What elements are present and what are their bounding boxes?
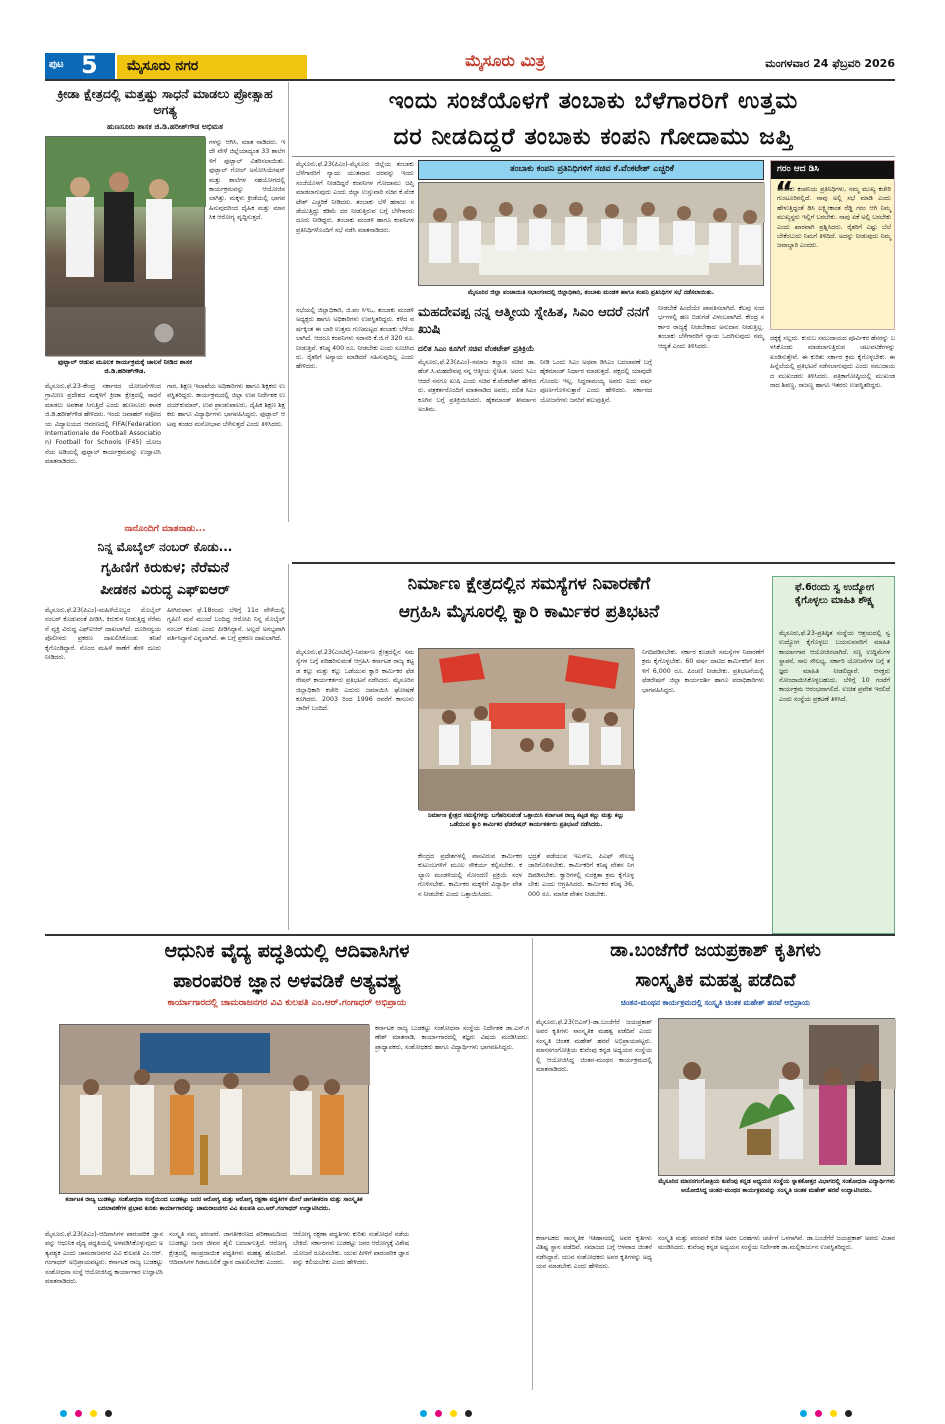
tribal-subheadline: ಕಾರ್ಯಾಗಾರದಲ್ಲಿ ಚಾಮರಾಜನಗರ ವಿವಿ ಕುಲಪತಿ ಎಂ.ಆರ್.ಗಂಗಾಧರ್ ಅಭಿಪ್ರಾಯ: [167, 998, 407, 1008]
sports-subheadline: ಹುಣಸೂರು ಶಾಸಕ ಜಿ.ಡಿ.ಹರೀಶ್‌ಗೌಡ ಅಭಿಮತ: [106, 122, 223, 131]
workshop-scene-image: [60, 1025, 370, 1195]
divider-mid-1: [292, 562, 895, 564]
banjagere-body-a: ಮೈಸೂರು,ಫೆ.23(ಬಿಎಸ್)-ಡಾ.ಬಂಜೆಗೆರೆ ಜಯಪ್ರಕಾಶ್ ಅವರ ಕೃತಿಗಳು ಸಾಂಸ್ಕೃತಿಕ ಮಹತ್ವ ಪಡೆದಿವೆ ಎಂದು ಸಂಸ್ಕೃತಿ ಚಿಂತಕ ಮಹೇಶ್ ಹರವೆ ಅಭಿಪ್ರಾಯಪಟ್ಟರು. ಮಾನಸಗಂಗೋತ್ರಿಯ ಕುವೆಂಪು ಕನ್ನಡ ಅಧ್ಯಯನ ಸಂಸ್ಥೆಯಲ್ಲಿ ಆಯೋಜಿಸಿದ್ದ ಚಿಂತನ-ಮಂಥನ ಕಾರ್ಯಕ್ರಮದಲ್ಲಿ ಮಾತನಾಡಿದರು.: [536, 1019, 655, 1074]
banjagere-body-b: ಕರ್ನಾಟಕದ ಸಾಂಸ್ಕೃತಿಕ ಇತಿಹಾಸದಲ್ಲಿ ಅವರ ಕೃತಿಗಳು ವಿಶಿಷ್ಟ ಸ್ಥಾನ ಪಡೆದಿವೆ. ಸಮಾಜದ ಬಗ್ಗೆ ಆಳವಾದ ಚಿಂತನೆ ನಡೆಸಿದ್ದಾರೆ. ಯುವ ಸಂಶೋಧಕರು ಅವರ ಕೃತಿಗಳನ್ನು ಅಧ್ಯಯನ ಮಾಡಬೇಕು ಎಂದು ಹೇಳಿದರು.: [536, 1235, 655, 1271]
tribal-headline-1: ಆಧುನಿಕ ವೈದ್ಯ ಪದ್ಧತಿಯಲ್ಲಿ ಆದಿವಾಸಿಗಳ: [164, 940, 410, 962]
quarry-body-c: ಭದ್ರತೆ ಪಡೆಯುವ ಇಎಸ್‌ಐ, ಪಿಎಫ್ ಸೌಲಭ್ಯ ಜಾರಿಗೊಳಿಸಬೇಕು. ಕಾರ್ಮಿಕರಿಗೆ ಕನಿಷ್ಠ ವೇತನ ನಿಗದಿಪಡಿಸಬೇಕು. ಕ್ವಾರಿಗಳಲ್ಲಿ ಸುರಕ್ಷತಾ ಕ್ರಮ ಕೈಗೊಳ್ಳಬೇಕು ಎಂದು ಆಗ್ರಹಿಸಿದರು. ಕಾರ್ಮಿಕರ ಕನಿಷ್ಠ 36,000 ರೂ. ಮಾಸಿಕ ವೇತನ ನೀಡಬೇಕು.: [528, 853, 637, 898]
self-employment-headline: ಫೆ.6ರಂದು ಸ್ವ ಉದ್ಯೋಗ ಕೈಗೊಳ್ಳಲು ಮಾಹಿತಿ ಶೌಕ್ಷ್ಯ: [794, 582, 874, 606]
mobile-headline-1: ನಿನ್ನ ಮೊಬೈಲ್ ನಂಬರ್ ಕೊಡು...: [97, 540, 233, 554]
banjagere-headline-2: ಸಾಂಸ್ಕೃತಿಕ ಮಹತ್ವ ಪಡೆದಿವೆ: [635, 970, 796, 991]
issue-date: ಮಂಗಳವಾರ 24 ಫೆಬ್ರವರಿ 2026: [765, 57, 895, 70]
quarry-photo-caption: ನಿರ್ಮಾಣ ಕ್ಷೇತ್ರದ ಸಮಸ್ಯೆಗಳನ್ನು ಬಗೆಹರಿಸುವಂತೆ ಒತ್ತಾಯಿಸಿ ಕರ್ನಾಟಕ ರಾಜ್ಯ ಕಟ್ಟಡ ಕಲ್ಲು ಮತ್ತು ಕಲ್ಲು ಒಡೆಯುವ ಕ್ವಾರಿ ಕಾರ್ಮಿಕರ ಫೆಡರೇಷನ್ ಕಾರ್ಯಕರ್ತರು ಪ್ರತಿಭಟನೆ ನಡೆಸಿದರು.: [427, 812, 625, 828]
header-rule: [45, 79, 895, 81]
tobacco-headline-1: ಇಂದು ಸಂಜೆಯೊಳಗೆ ತಂಬಾಕು ಬೆಳೆಗಾರರಿಗೆ ಉತ್ತಮ: [388, 88, 799, 114]
tribal-article: [45, 938, 532, 1390]
mobile-body-b: ಹೀಗಿರುವಾಗ ಫೆ.18ರಂದು ಬೆಳಿಗ್ಗೆ 11ರ ವೇಳೆಯಲ್ಲಿ ಗೃಹಿಣಿ ಮನೆ ಮುಂದೆ ಬಂದಿದ್ದ ಆರೋಪಿ ನಿನ್ನ ಮೊಬೈಲ್ ನಂಬರ್ ಕೊಡು ಎಂದು ಪೀಡಿಸಿದ್ದಾನೆ. ಅಲ್ಲದೆ ಅಸಭ್ಯವಾಗಿ ವರ್ತಿಸಿದ್ದಾನೆ ಎನ್ನಲಾಗಿದೆ. ಈ ಬಗ್ಗೆ ಪ್ರಕರಣ ದಾಖಲಾಗಿದೆ.: [167, 607, 288, 643]
tribal-body-a: ಮೈಸೂರು,ಫೆ.23(ಪಿಎಂ)-ಆದಿವಾಸಿಗಳ ಪಾರಂಪರಿಕ ಜ್ಞಾನವನ್ನು ಆಧುನಿಕ ವೈದ್ಯ ಪದ್ಧತಿಯಲ್ಲಿ ಅಳವಡಿಸಿಕೊಳ್ಳುವುದು ಅತ್ಯವಶ್ಯಕ ಎಂದು ಚಾಮರಾಜನಗರ ವಿವಿ ಕುಲಪತಿ ಎಂ.ಆರ್.ಗಂಗಾಧರ್ ಅಭಿಪ್ರಾಯಪಟ್ಟರು. ಕರ್ನಾಟಕ ರಾಜ್ಯ ಬುಡಕಟ್ಟು ಸಂಶೋಧನಾ ಸಂಸ್ಥೆ ಆಯೋಜಿಸಿದ್ದ ಕಾರ್ಯಾಗಾರ ಉದ್ಘಾಟಿಸಿ ಮಾತನಾಡಿದರು.: [45, 1231, 166, 1286]
quote-icon: “: [775, 175, 794, 208]
protest-scene-image: [419, 649, 635, 811]
banjagere-headline-1: ಡಾ.ಬಂಜೆಗೆರೆ ಜಯಪ್ರಕಾಶ್ ಕೃತಿಗಳು: [610, 940, 821, 961]
page-label-box: [45, 53, 115, 79]
quarry-body-d: ನಿಗದಿಪಡಿಸಬೇಕು. ಸರ್ಕಾರ ಕೂಡಲೇ ಸಮಸ್ಯೆಗಳ ನಿವಾರಣೆಗೆ ಕ್ರಮ ಕೈಗೊಳ್ಳಬೇಕು. 60 ವರ್ಷ ದಾಟಿದ ಕಾರ್ಮಿಕರಿಗೆ ತಿಂಗಳಿಗೆ 6,000 ರೂ. ಪಿಂಚಣಿ ನೀಡಬೇಕು. ಪ್ರತಿಭಟನೆಯಲ್ಲಿ ಫೆಡರೇಷನ್ ಜಿಲ್ಲಾ ಕಾರ್ಯದರ್ಶಿ ಹಾಗೂ ಪದಾಧಿಕಾರಿಗಳು ಭಾಗವಹಿಸಿದ್ದರು.: [642, 649, 767, 694]
sports-body-b: ಗಾರ, ಶಿಕ್ಷಣ ಇಲಾಖೆಯ ಅಧಿಕಾರಿಗಳು ಹಾಗೂ ಶಿಕ್ಷಕರು ಉಪಸ್ಥಿತರಿದ್ದರು. ಕಾರ್ಯಕ್ರಮದಲ್ಲಿ ಜಿಲ್ಲಾ ಉಪ ನಿರ್ದೇಶಕ ಉದಯ್‌ಕುಮಾರ್, ಉಪ ಪ್ರಾಂಶುಪಾಲರು, ದೈಹಿಕ ಶಿಕ್ಷಣ ಶಿಕ್ಷಕರು ಹಾಗೂ ವಿದ್ಯಾರ್ಥಿಗಳು ಭಾಗವಹಿಸಿದ್ದರು. ಫುಟ್ಬಾಲ್ ಆಟವು ತಂಡದ ಮನೋಭಾವ ಬೆಳೆಸುತ್ತದೆ ಎಂದು ತಿಳಿಸಿದರು.: [167, 383, 285, 428]
sports-photo: [45, 136, 205, 356]
divider-tribal: [532, 938, 533, 1390]
registration-dots-center: [416, 1402, 476, 1421]
registration-dots-right: [796, 1402, 856, 1421]
divider-bottom: [45, 934, 895, 936]
quarry-headline-1: ನಿರ್ಮಾಣ ಕ್ಷೇತ್ರದಲ್ಲಿನ ಸಮಸ್ಯೆಗಳ ನಿವಾರಣೆಗೆ: [407, 574, 651, 594]
dc-sidebar-text: ತಂಬಾಕು ಕಂಪನಿಯ ಪ್ರತಿನಿಧಿಗಳು, ನಮ್ಮ ಮುಖ್ಯ ಕಚೇರಿ ಗುಂಟೂರಿನಲ್ಲಿದೆ. ನಾವು ಅಲ್ಲಿ ಸಭೆ ಮಾಡಿ ಎಂದು ಹೇಳುತ್ತಿದ್ದಂತೆ ಡಿಸಿ ಲಕ್ಷ್ಮೀಕಾಂತ ರೆಡ್ಡಿ ಗರಂ ಆಗಿ ನಿಮ್ಮ ಮುಖ್ಯಸ್ಥರು ಇಲ್ಲಿಗೆ ಬರಬೇಕು. ನಾವು ಏಕೆ ಅಲ್ಲಿ ಬರಬೇಕು ಎಂದು ಖಾರವಾಗಿ ಪ್ರಶ್ನಿಸಿದರು. ರೈತರಿಗೆ ಎಷ್ಟು ಬೆಲೆ ಬೇಕೆಂಬುದು ನಿಮಗೆ ತಿಳಿದಿದೆ. ಅದನ್ನು ನೀಡುವುದು ನಿಮ್ಮ ಜವಾಬ್ದಾರಿ ಎಂದರು.: [777, 186, 894, 250]
meeting-scene-image: [419, 183, 765, 287]
tobacco-body-right: ದಕ್ಕಕ್ಕೆ ಸಲ್ಲದು. ಕುರುಬ ಸಮುದಾಯದ ಪೂರ್ವಿಕರ ಹೆಸರನ್ನು ಬಳಸಿಕೊಂಡು ಮಾಡಲಾಗುತ್ತಿರುವ ಚಟುವಟಿಕೆಗಳನ್ನು ಖಂಡಿಸುತ್ತೇವೆ. ಈ ಕುರಿತು ಸರ್ಕಾರ ಕ್ರಮ ಕೈಗೊಳ್ಳಬೇಕು. ಈ ಹಿನ್ನೆಲೆಯಲ್ಲಿ ಪ್ರತಿಭಟನೆ ನಡೆಸಲಾಗುವುದು ಎಂದು ಸಮುದಾಯದ ಮುಖಂಡರು ತಿಳಿಸಿದರು. ಪತ್ರಿಕಾಗೋಷ್ಠಿಯಲ್ಲಿ ಮುಖಂಡರಾದ ಶಿವಣ್ಣ, ರಾಜಣ್ಣ ಹಾಗೂ ಇತರರು ಉಪಸ್ಥಿತರಿದ್ದರು.: [770, 335, 898, 390]
banjagere-photo-caption: ಮೈಸೂರಿನ ಮಾನಸಗಂಗೋತ್ರಿಯ ಕುವೆಂಪು ಕನ್ನಡ ಅಧ್ಯಯನ ಸಂಸ್ಥೆಯ ಸ್ನಾತಕೋತ್ತರ ವಿಭಾಗದಲ್ಲಿ ಸಂಶೋಧನಾ ವಿದ್ಯಾರ್ಥಿಗಳು ಆಯೋಜಿಸಿದ್ದ ಚಿಂತನ-ಮಂಥನ ಕಾರ್ಯಕ್ರಮವನ್ನು ಸಂಸ್ಕೃತಿ ಚಿಂತಕ ಮಹೇಶ್ ಹರವೆ ಉದ್ಘಾಟಿಸಿದರು.: [658, 1178, 895, 1194]
page-number: 5: [81, 51, 98, 79]
tribal-photo-caption: ಕರ್ನಾಟಕ ರಾಜ್ಯ ಬುಡಕಟ್ಟು ಸಂಶೋಧನಾ ಸಂಸ್ಥೆಯಿಂದ ಬುಡಕಟ್ಟು ಜನರ ಆರೋಗ್ಯ ಮತ್ತು ಆರೋಗ್ಯ ರಕ್ಷಣಾ ಪದ್ಧತಿಗಳ ಮೇಲೆ ಜಾಗತೀಕರಣ ಮತ್ತು ಸಾಂಸ್ಕೃತಿಕ ಬದಲಾವಣೆಗಳ ಪ್ರಭಾವ ಕುರಿತು ಕಾರ್ಯಾಗಾರವನ್ನು ಚಾಮರಾಜನಗರ ವಿವಿ ಕುಲಪತಿ ಎಂ.ಆರ್.ಗಂಗಾಧರ್ ಉದ್ಘಾಟಿಸಿದರು.: [65, 1196, 363, 1212]
quarry-body-b: ಕೇಂದ್ರದ ಪ್ರದೇಶಗಳಲ್ಲಿ ವಾಸವಿರುವ ಕಾರ್ಮಿಕರ ಕುಟುಂಬಗಳಿಗೆ ಮೂಲ ಸೌಕರ್ಯ ಕಲ್ಪಿಸಬೇಕು. ಕಲ್ಯಾಣ ಮಂಡಳಿಯಲ್ಲಿ ನೋಂದಣಿ ಪ್ರಕ್ರಿಯೆ ಸರಳಗೊಳಿಸಬೇಕು. ಕಾರ್ಮಿಕರ ಮಕ್ಕಳಿಗೆ ವಿದ್ಯಾರ್ಥಿ ವೇತನ ನೀಡಬೇಕು ಎಂದು ಒತ್ತಾಯಿಸಿದರು.: [418, 853, 525, 898]
mahadevappa-body-a: ಮೈಸೂರು,ಫೆ.23(ಪಿಎಂ)-ಸಮಾಜ ಕಲ್ಯಾಣ ಸಚಿವ ಡಾ.ಹೆಚ್.ಸಿ.ಮಹದೇವಪ್ಪ ನನ್ನ ಆತ್ಮೀಯ ಸ್ನೇಹಿತ. ಅವರು ಸಿಎಂ ಆದರೆ ನನಗೂ ಖುಷಿ ಎಂದು ಸಚಿವ ಕೆ.ವೆಂಕಟೇಶ್ ಹೇಳಿದರು. ಪತ್ರಕರ್ತರೊಂದಿಗೆ ಮಾತನಾಡಿದ ಅವರು, ದಲಿತ ಸಿಎಂ ಕೂಗಿನ ಬಗ್ಗೆ ಪ್ರತಿಕ್ರಿಯಿಸಿದರು. ಹೈಕಮಾಂಡ್ ತೀರ್ಮಾನ ಅಂತಿಮ.: [418, 359, 539, 414]
quarry-protest-photo: [418, 648, 634, 810]
tobacco-body-left: ಮೈಸೂರು,ಫೆ.23(ಪಿಎಂ)-ಮೈಸೂರು ಜಿಲ್ಲೆಯ ತಂಬಾಕು ಬೆಳೆಗಾರರಿಗೆ ನ್ಯಾಯ ಯುತವಾದ ದರವನ್ನು ಇಂದು ಸಂಜೆಯೊಳಗೆ ನೀಡದಿದ್ದರೆ ಕಂಪನಿಗಳ ಗೋದಾಮು ಜಪ್ತಿ ಮಾಡಲಾಗುವುದು ಎಂದು ಜಿಲ್ಲಾ ಉಸ್ತುವಾರಿ ಸಚಿವ ಕೆ.ವೆಂಕಟೇಶ್ ಎಚ್ಚರಿಕೆ ನೀಡಿದರು. ತಂಬಾಕು ಬೆಳೆ ಹರಾಜು ನಡೆಯುತ್ತಿದ್ದು ಕಡಿಮೆ ದರ ನೀಡುತ್ತಿರುವ ಬಗ್ಗೆ ಬೆಳೆಗಾರರು ದೂರು ನೀಡಿದ್ದರು. ತಂಬಾಕು ಮಂಡಳಿ ಹಾಗೂ ಕಂಪನಿಗಳ ಪ್ರತಿನಿಧಿಗಳೊಂದಿಗೆ ಸಭೆ ನಡೆಸಿ ಮಾತನಾಡಿದರು.: [296, 161, 417, 234]
tribal-body-c: ಆರೋಗ್ಯ ರಕ್ಷಣಾ ಪದ್ಧತಿಗಳು ಕುರಿತು ಸಂಶೋಧನೆ ನಡೆಯಬೇಕಿದೆ. ಸರ್ಕಾರಗಳು ಬುಡಕಟ್ಟು ಜನರ ಆರೋಗ್ಯಕ್ಕೆ ವಿಶೇಷ ಯೋಜನೆ ರೂಪಿಸಬೇಕು. ಯುವ ಪೀಳಿಗೆ ಪಾರಂಪರಿಕ ಜ್ಞಾನವನ್ನು ಕಲಿಯಬೇಕು ಎಂದು ಹೇಳಿದರು.: [293, 1231, 412, 1267]
registration-dots-left: [56, 1402, 116, 1421]
mahadevappa-body-c: ನೀಡಬೇಕೆ ಹಿಂದೆಯೇ ಪಾವತಿಸಲಾಗಿದೆ. ಕೆಲವು ಸಂದರ್ಭಗಳಲ್ಲಿ ಹಣ ಬಿಡುಗಡೆ ವಿಳಂಬವಾಗಿದೆ. ಕೇಂದ್ರ ಸರ್ಕಾರ ರಾಜ್ಯಕ್ಕೆ ನೀಡಬೇಕಾದ ಅನುದಾನ ನೀಡುತ್ತಿಲ್ಲ. ತಂಬಾಕು ಬೆಳೆಗಾರರಿಗೆ ನ್ಯಾಯ ಒದಗಿಸುವುದು ನಮ್ಮ ಆದ್ಯತೆ ಎಂದು ತಿಳಿಸಿದರು.: [658, 305, 767, 350]
tobacco-headline-2: ದರ ನೀಡದಿದ್ದರೆ ತಂಬಾಕು ಕಂಪನಿ ಗೋದಾಮು ಜಪ್ತಿ: [393, 124, 794, 150]
sports-body-right: ಗಳನ್ನು ಆಗಿಸಿ, ಮಾತ ನಾಡಿದರು. ಇದೇ ವೇಳೆ ಜಿಲ್ಲೆಯಾದ್ಯಂತ 33 ಶಾಲೆಗಳಿಗೆ ಫುಟ್ಬಾಲ್ ವಿತರಿಸಲಾಯಿತು. ಫುಟ್ಬಾಲ್ ಗೋಲ್ ಅಸೋಸಿಯೇಷನ್ ಮತ್ತು ಶಾಲೆಗಳ ಸಹಯೋಗದಲ್ಲಿ ಕಾರ್ಯಕ್ರಮವನ್ನು ಆಯೋಜಿಸಲಾಗಿತ್ತು. ಮಕ್ಕಳು ಕ್ರೀಡೆಯಲ್ಲಿ ಭಾಗವಹಿಸುವುದರಿಂದ ದೈಹಿಕ ಮತ್ತು ಮಾನಸಿಕ ಆರೋಗ್ಯ ವೃದ್ಧಿಸುತ್ತದೆ.: [209, 139, 288, 222]
tribal-body-d: ಕರ್ನಾಟಕ ರಾಜ್ಯ ಬುಡಕಟ್ಟು ಸಂಶೋಧನಾ ಸಂಸ್ಥೆಯ ನಿರ್ದೇಶಕ ಡಾ.ಎಸ್.ಗಣೇಶ್ ಮಾತನಾಡಿ, ಕಾರ್ಯಾಗಾರದಲ್ಲಿ ತಜ್ಞರು ವಿಷಯ ಮಂಡಿಸಿದರು. ಪ್ರಾಧ್ಯಾಪಕರು, ಸಂಶೋಧಕರು ಹಾಗೂ ವಿದ್ಯಾರ್ಥಿಗಳು ಭಾಗವಹಿಸಿದ್ದರು.: [375, 1025, 532, 1051]
self-employment-body: ಮೈಸೂರು,ಫೆ.23-ಪ್ರತಿಷ್ಠಿತ ಸಂಸ್ಥೆಯ ಆಶ್ರಯದಲ್ಲಿ ಸ್ವ ಉದ್ಯೋಗ ಕೈಗೊಳ್ಳಲು ಬಯಸುವವರಿಗೆ ಮಾಹಿತಿ ಕಾರ್ಯಾಗಾರ ಆಯೋಜಿಸಲಾಗಿದೆ. ಸಣ್ಣ ಉದ್ದಿಮೆಗಳ ಸ್ಥಾಪನೆ, ಸಾಲ ಸೌಲಭ್ಯ, ಸರ್ಕಾರಿ ಯೋಜನೆಗಳ ಬಗ್ಗೆ ತಜ್ಞರು ಮಾಹಿತಿ ನೀಡಲಿದ್ದಾರೆ. ಆಸಕ್ತರು ನೋಂದಾಯಿಸಿಕೊಳ್ಳಬಹುದು. ಬೆಳಿಗ್ಗೆ 10 ಗಂಟೆಗೆ ಕಾರ್ಯಕ್ರಮ ಆರಂಭವಾಗಲಿದೆ. ಉಚಿತ ಪ್ರವೇಶ ಇರಲಿದೆ ಎಂದು ಸಂಸ್ಥೆಯ ಪ್ರಕಟಣೆ ತಿಳಿಸಿದೆ.: [779, 630, 893, 703]
mahadevappa-article: [418, 304, 767, 554]
mobile-kicker: ನಾನೊಂದಿಗೆ ಮಾತನಾಡು...: [124, 524, 206, 534]
section-name: ಮೈಸೂರು ನಗರ: [117, 55, 307, 79]
mobile-fir-article: [45, 524, 288, 934]
tobacco-headline-block: [292, 82, 895, 156]
self-employment-box: [772, 576, 895, 934]
tribal-body-b: ಸಂಸ್ಕೃತಿ ನಮ್ಮ ಪರಂಪರೆ. ಜಾಗತೀಕರಣದ ಪರಿಣಾಮದಿಂದ ಬುಡಕಟ್ಟು ಜನರ ಜೀವನ ಶೈಲಿ ಬದಲಾಗುತ್ತಿದೆ. ಆರೋಗ್ಯ ಕ್ಷೇತ್ರದಲ್ಲಿ ಸಾಂಪ್ರದಾಯಿಕ ಪದ್ಧತಿಗಳು ಮಹತ್ವ ಹೊಂದಿವೆ. ಆದಿವಾಸಿಗಳ ಗಿಡಮೂಲಿಕೆ ಜ್ಞಾನ ದಾಖಲಿಸಬೇಕು ಎಂದರು.: [169, 1231, 290, 1267]
tobacco-rule: [292, 156, 895, 157]
football-scene-image: [46, 137, 206, 357]
banjagere-subheadline: ಚಿಂತನ-ಮಂಥನ ಕಾರ್ಯಕ್ರಮದಲ್ಲಿ ಸಂಸ್ಕೃತಿ ಚಿಂತಕ ಮಹೇಶ್ ಹರವೆ ಅಭಿಪ್ರಾಯ: [620, 998, 811, 1007]
page-header: [45, 51, 895, 79]
tobacco-photo-caption: ಮೈಸೂರಿನ ಜಿಲ್ಲಾ ಪಂಚಾಯಿತಿ ಸಭಾಂಗಣದಲ್ಲಿ ಜಿಲ್ಲಾಧಿಕಾರಿ, ತಂಬಾಕು ಮಂಡಳಿ ಹಾಗೂ ಕಂಪನಿ ಪ್ರತಿನಿಧಿಗಳ ಸಭೆ ನಡೆಸಲಾಯಿತು.: [468, 289, 714, 296]
color-registration-marks: [56, 1402, 886, 1412]
divider-sports: [288, 82, 289, 522]
masthead: ಮೈಸೂರು ಮಿತ್ರ: [465, 51, 545, 70]
page-label: ಪುಟ: [49, 59, 64, 70]
quarry-body-a: ಮೈಸೂರು,ಫೆ.23(ಎಂಟಿವೈ)-ನಿರ್ಮಾಣ ಕ್ಷೇತ್ರದಲ್ಲಿನ ಸಮಸ್ಯೆಗಳ ಬಗ್ಗೆ ಪರಿಹರಿಸುವಂತೆ ಆಗ್ರಹಿಸಿ ಕರ್ನಾಟಕ ರಾಜ್ಯ ಕಟ್ಟಡ ಕಲ್ಲು ಮತ್ತು ಕಲ್ಲು ಒಡೆಯುವ ಕ್ವಾರಿ ಕಾರ್ಮಿಕರ ಫೆಡರೇಷನ್ ಕಾರ್ಯಕರ್ತರು ಪ್ರತಿಭಟನೆ ನಡೆಸಿದರು. ಮೈಸೂರಿನ ಜಿಲ್ಲಾಧಿಕಾರಿ ಕಚೇರಿ ಎದುರು ಜಮಾಯಿಸಿ ಘೋಷಣೆ ಕೂಗಿದರು. 2003 ರಿಂದ 1996 ರವರೆಗೆ ಕಾನೂನು ಜಾರಿಗೆ ಬಂದಿದೆ.: [296, 649, 417, 713]
dc-sidebar: [770, 160, 895, 330]
mobile-body-a: ಮೈಸೂರು,ಫೆ.23(ಪಿಎಂ)-ಮಹಿಳೆಯೊಬ್ಬರ ಮೊಬೈಲ್ ನಂಬರ್ ಕೊಡುವಂತೆ ಪೀಡಿಸಿ, ಕಿರುಕುಳ ನೀಡುತ್ತಿದ್ದ ನೆರೆಮನೆ ವ್ಯಕ್ತಿ ವಿರುದ್ಧ ಎಫ್‌ಐಆರ್ ದಾಖಲಾಗಿದೆ. ದೂರಿನನ್ವಯ ಪೊಲೀಸರು ಪ್ರಕರಣ ದಾಖಲಿಸಿಕೊಂಡು ತನಿಖೆ ಕೈಗೊಂಡಿದ್ದಾರೆ. ನೊಂದ ಮಹಿಳೆ ಠಾಣೆಗೆ ತೆರಳಿ ದೂರು ನೀಡಿದರು.: [45, 607, 164, 662]
mobile-headline-3: ಪೀಡಕನ ವಿರುದ್ಧ ಎಫ್‌ಐಆರ್: [100, 582, 230, 598]
divider-mobile: [288, 564, 289, 930]
sports-body-a: ಮೈಸೂರು,ಫೆ.23-ಕೇಂದ್ರ ಸರ್ಕಾರದ ಯೋಜನೆಗಳಿಂದ ಗ್ರಾಮೀಣ ಪ್ರದೇಶದ ಮಕ್ಕಳಿಗೆ ಕ್ರೀಡಾ ಕ್ಷೇತ್ರದಲ್ಲಿ ಸಾಧನೆ ಮಾಡಲು ಅವಕಾಶ ಸಿಗುತ್ತಿದೆ ಎಂದು ಹುಣಸೂರು ಶಾಸಕ ಜಿ.ಡಿ.ಹರೀಶ್‌ಗೌಡ ಹೇಳಿದರು. ಇಂದು ಜವಾಹರ್ ನವೋದಯ ವಿದ್ಯಾಲಯದ ಆವರಣದಲ್ಲಿ FIFA(Federation Internationale de Football Association) Football for Schools (F45) ಯೋಜನೆಯ ಅಡಿಯಲ್ಲಿ ಫುಟ್ಬಾಲ್ ಕಾರ್ಯಕ್ರಮವನ್ನು ಉದ್ಘಾಟಿಸಿ ಮಾತನಾಡಿದರು.: [45, 383, 164, 466]
mobile-headline-2: ಗೃಹಿಣಿಗೆ ಕಿರುಕುಳ; ನೆರೆಮನೆ: [101, 560, 229, 576]
mahadevappa-subheadline: ದಲಿತ ಸಿಎಂ ಕೂಗಿಗೆ ಸಚಿವ ವೆಂಕಟೇಶ್ ಪ್ರತಿಕ್ರಿಯೆ: [418, 344, 535, 353]
banjagere-body-c: ಸಂಸ್ಕೃತಿ ಮತ್ತು ಪರಂಪರೆ ಕುರಿತ ಅವರ ಬರಹಗಳು ಚರ್ಚೆಗೆ ಒಳಗಾಗಿವೆ. ಡಾ.ಬಂಜೆಗೆರೆ ಜಯಪ್ರಕಾಶ್ ಅವರು ವಿಚಾರ ಮಂಡಿಸಿದರು. ಕುವೆಂಪು ಕನ್ನಡ ಅಧ್ಯಯನ ಸಂಸ್ಥೆಯ ನಿರ್ದೇಶಕ ಡಾ.ಮಲ್ಲಿಕಾರ್ಜುನ ಉಪಸ್ಥಿತರಿದ್ದರು.: [658, 1235, 898, 1252]
mahadevappa-body-b: ನೀಡಿ ಒಂದು ಸಿಎಂ ಅಥವಾ ಡಿಸಿಎಂ ಬದಲಾವಣೆ ಬಗ್ಗೆ ಹೈಕಮಾಂಡ್ ನಿರ್ಧಾರ ಮಾಡುತ್ತದೆ. ಪಕ್ಷದಲ್ಲಿ ಯಾವುದೇ ಗೊಂದಲ ಇಲ್ಲ. ಸಿದ್ದರಾಮಯ್ಯ ಅವರು ಐದು ವರ್ಷ ಪೂರ್ಣಗೊಳಿಸುತ್ತಾರೆ ಎಂದು ಹೇಳಿದರು. ಸರ್ಕಾರದ ಯೋಜನೆಗಳು ಜನರಿಗೆ ತಲುಪುತ್ತಿವೆ.: [540, 359, 655, 404]
tobacco-meeting-photo: [418, 182, 764, 286]
mahadevappa-headline: ಮಹದೇವಪ್ಪ ನನ್ನ ಆತ್ಮೀಯ ಸ್ನೇಹಿತ, ಸಿಎಂ ಆದರೆ ನನಗೆ ಖುಷಿ: [418, 305, 650, 337]
tobacco-body-mid: ಸಭೆಯಲ್ಲಿ ಜಿಲ್ಲಾಧಿಕಾರಿ, ಜಿ.ಪಂ ಸಿಇಒ, ತಂಬಾಕು ಮಂಡಳಿ ಅಧ್ಯಕ್ಷರು ಹಾಗೂ ಅಧಿಕಾರಿಗಳು ಉಪಸ್ಥಿತರಿದ್ದರು. ಕಳೆದ ವರ್ಷಕ್ಕಿಂತ ಈ ಬಾರಿ ಉತ್ತಮ ಗುಣಮಟ್ಟದ ತಂಬಾಕು ಬೆಳೆಯಲಾಗಿದೆ. ಆದರೂ ಕಂಪನಿಗಳು ಸರಾಸರಿ ಕೆ.ಜಿ.ಗೆ 320 ರೂ. ನೀಡುತ್ತಿವೆ. ಕನಿಷ್ಠ 400 ರೂ. ನೀಡಬೇಕು ಎಂದು ಸೂಚಿಸಿದರು. ರೈತರಿಗೆ ಅನ್ಯಾಯ ಮಾಡಿದರೆ ಸಹಿಸುವುದಿಲ್ಲ ಎಂದು ಹೇಳಿದರು.: [296, 307, 417, 371]
tobacco-subheadline: [418, 160, 764, 180]
quarry-headline-2: ಆಗ್ರಹಿಸಿ ಮೈಸೂರಲ್ಲಿ ಕ್ವಾರಿ ಕಾರ್ಮಿಕರ ಪ್ರತಿಭಟನೆ: [398, 602, 660, 622]
dc-sidebar-title: ಗರಂ ಆದ ಡಿಸಿ: [771, 161, 894, 179]
tobacco-subheadline-text: ತಂಬಾಕು ಕಂಪನಿ ಪ್ರತಿನಿಧಿಗಳಿಗೆ ಸಚಿವ ಕೆ.ವೆಂಕಟೇಶ್ ಎಚ್ಚರಿಕೆ: [510, 164, 674, 174]
event-scene-image: [659, 1019, 896, 1177]
quarry-article: [292, 566, 766, 932]
tribal-workshop-photo: [59, 1024, 369, 1194]
sports-article: [45, 82, 288, 522]
banjagere-event-photo: [658, 1018, 895, 1176]
banjagere-article: [536, 938, 898, 1390]
sports-headline: ಕ್ರೀಡಾ ಕ್ಷೇತ್ರದಲ್ಲಿ ಮತ್ತಷ್ಟು ಸಾಧನೆ ಮಾಡಲು ಪ್ರೋತ್ಸಾಹ ಅಗತ್ಯ: [57, 86, 273, 117]
sports-photo-caption: ಫುಟ್ಬಾಲ್ ಆಡುವ ಮೂಲಕ ಕಾರ್ಯಕ್ರಮಕ್ಕೆ ಚಾಲನೆ ನೀಡಿದ ಶಾಸಕ ಜಿ.ಡಿ.ಹರೀಶ್‌ಗೌಡ.: [57, 358, 193, 375]
tribal-headline-2: ಪಾರಂಪರಿಕ ಜ್ಞಾನ ಅಳವಡಿಕೆ ಅತ್ಯವಶ್ಯ: [173, 970, 401, 992]
